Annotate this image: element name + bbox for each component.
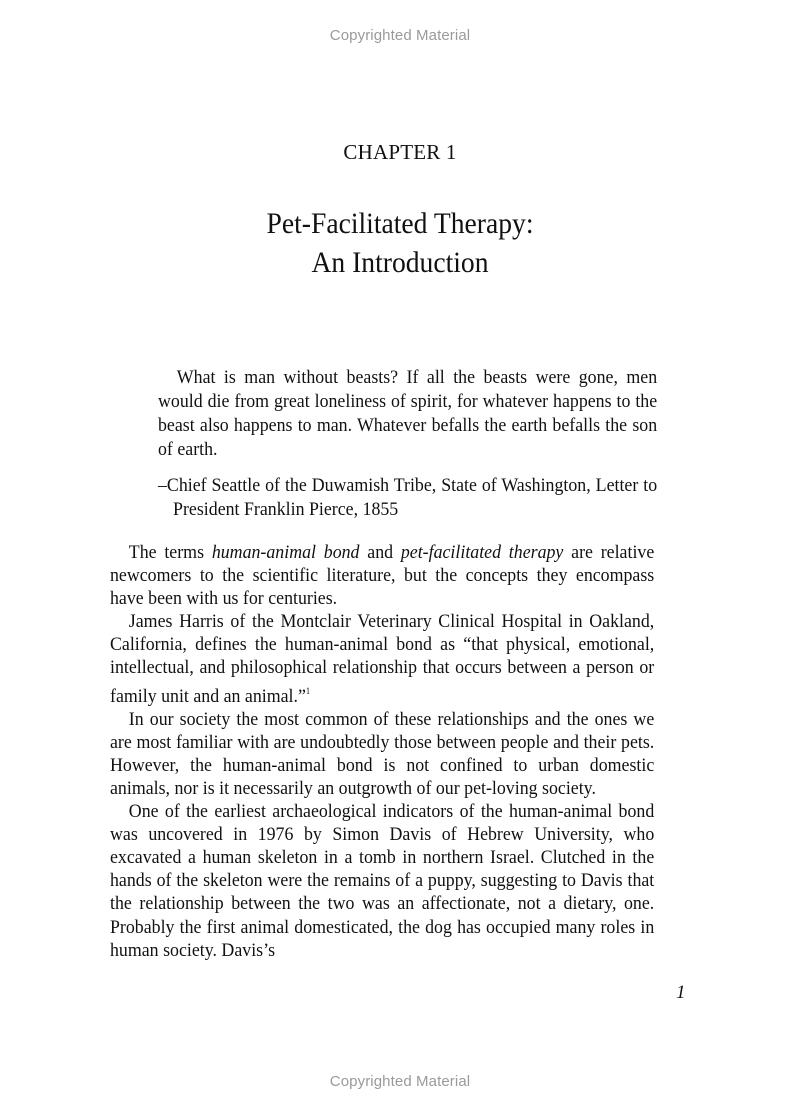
paragraph-2 [110, 610, 654, 707]
paragraph-1-after: are relative newcomers to the scientific literature, but the concepts they encompass have been with us for centuries. [110, 542, 655, 610]
paragraph-3: In our society the most common of these relationships and the ones we are most familiar with are undoubtedly those between people and their pets. However, the human-animal bond is not confined to urban domestic animals, nor is it necessarily an outgrowth of our pet-loving society. [110, 708, 655, 799]
copyright-watermark-bottom: Copyrighted Material [329, 1073, 471, 1090]
paragraph-1 [110, 541, 654, 610]
term-human-animal-bond: human-animal bond [211, 542, 360, 563]
chapter-label: CHAPTER 1 [343, 140, 457, 164]
page-number: 1 [676, 982, 686, 1003]
term-pet-facilitated-therapy: pet-facilitated therapy [400, 542, 564, 563]
chapter-title-line-1: Pet-Facilitated Therapy: [266, 207, 534, 240]
epigraph [158, 366, 657, 522]
chapter-title-line-2: An Introduction [311, 246, 489, 279]
paragraph-2-text: James Harris of the Montclair Veterinary Clinical Hospital in Oakland, California, defines the human-animal bond as “that physical, emotional, intellectual, and philosophical relationship that occurs between a person or family unit and an animal.” [110, 611, 655, 707]
copyright-watermark-top: Copyrighted Material [329, 27, 471, 44]
chapter-title [32, 204, 768, 282]
epigraph-quote: What is man without beasts? If all the beasts were gone, men would die from great loneliness of spirit, for whatever happens to the beast also happens to man. Whatever befalls the earth befalls the son of earth. [158, 367, 658, 460]
paragraph-4: One of the earliest archaeological indicators of the human-animal bond was uncovered in 1976 by Simon Davis of Hebrew University, who excavated a human skeleton in a tomb in northern Israel. Clutched in the hands of the skeleton were the remains of a puppy, suggesting to Davis that the relationship between the two was an affectionate, not a dietary, one. Probably the first animal domesticated, the dog has occupied many roles in human society. Davis’s [110, 801, 655, 961]
paragraph-1-and: and [359, 542, 401, 563]
epigraph-attribution: –Chief Seattle of the Duwamish Tribe, State of Washington, Letter to President Franklin Pierce, 1855 [158, 475, 658, 520]
paragraph-1-before: The terms [128, 542, 212, 563]
body-text [110, 541, 654, 962]
footnote-marker: 1 [305, 685, 311, 696]
